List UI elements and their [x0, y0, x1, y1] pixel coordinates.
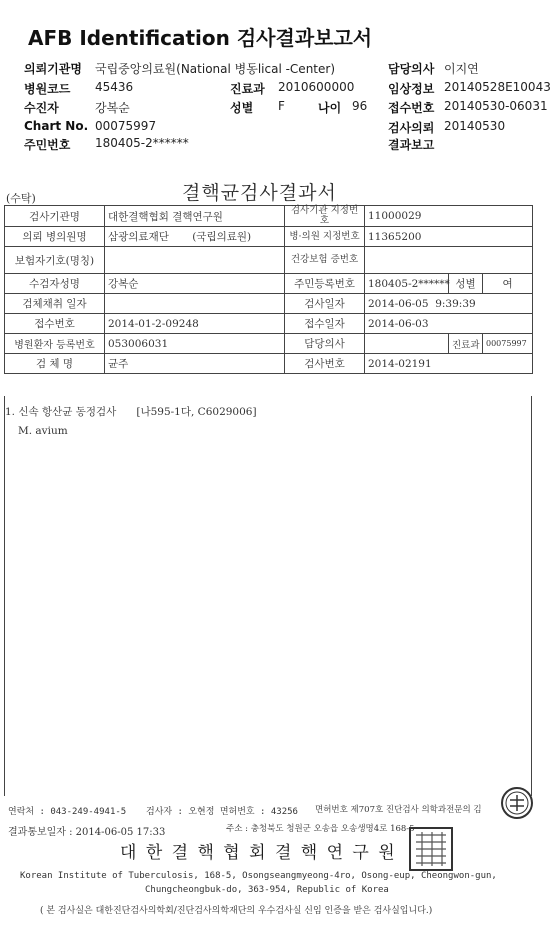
- receipt-number-value: 20140530-06031: [444, 99, 548, 113]
- table-cell: 접수번호: [5, 314, 105, 334]
- table-cell: 180405-2******: [365, 274, 449, 294]
- resident-number-label: 주민번호: [24, 138, 71, 152]
- institute-address-en-2: Chungcheongbuk-do, 363-954, Republic of Korea: [145, 885, 389, 895]
- table-row: [5, 247, 533, 274]
- table-cell: [105, 227, 285, 247]
- table-cell: 2014-02191: [365, 354, 533, 374]
- table-cell: 담당의사: [285, 334, 365, 354]
- table-cell: [105, 294, 285, 314]
- institute-name: 대 한 결 핵 협 회 결 핵 연 구 원: [120, 843, 397, 863]
- table-cell: 2014-01-2-09248: [105, 314, 285, 334]
- department-value: 2010600000: [278, 80, 355, 94]
- page-title: AFB Identification 검사결과보고서: [28, 26, 373, 50]
- table-cell: 11000029: [365, 206, 533, 227]
- table-cell: 건강보험 증번호: [285, 247, 365, 274]
- footer-license: 면허번호 제707호 진단검사 의학과전문의 김: [315, 805, 482, 815]
- table-cell: 검사기관 지정번호: [285, 206, 365, 227]
- footer-address: 주소 : 충청북도 청원군 오송읍 오송생명4로 168-5: [226, 824, 415, 834]
- table-cell: 검체채취 일자: [5, 294, 105, 314]
- table-row: [5, 314, 533, 334]
- table-row: [5, 274, 533, 294]
- table-cell: 주민등록번호: [285, 274, 365, 294]
- table-cell: 접수일자: [285, 314, 365, 334]
- table-cell: 053006031: [105, 334, 285, 354]
- report-title: 결핵균검사결과서: [182, 182, 337, 204]
- institute-seal-icon: [408, 826, 454, 872]
- age-label: 나이: [318, 101, 342, 115]
- requesting-org-label: 의뢰기관명: [24, 62, 82, 76]
- table-row: [5, 334, 533, 354]
- table-cell: [365, 334, 449, 354]
- table-cell-text: 삼광의료재단: [108, 231, 169, 243]
- patient-label: 수진자: [24, 101, 59, 115]
- test-request-value: 20140530: [444, 119, 506, 133]
- doctor-seal-icon: [500, 786, 534, 820]
- clinical-info-value: 20140528E10043: [444, 80, 551, 94]
- table-row: [5, 227, 533, 247]
- certification-note: ( 본 검사실은 대한진단검사의학회/진단검사의학재단의 우수검사실 신임 인증을 받은 검사실입니다.): [40, 906, 433, 916]
- table-cell: 여: [483, 274, 533, 294]
- requesting-org-value: 국립중앙의료원(National 병동lical -Center): [95, 62, 335, 76]
- table-cell: 수검자성명: [5, 274, 105, 294]
- footer-report-date: 결과통보일자 : 2014-06-05 17:33: [8, 827, 166, 838]
- department-label: 진료과: [230, 82, 265, 96]
- table-cell: 2014-06-05 9:39:39: [365, 294, 533, 314]
- table-cell: 의뢰 병의원명: [5, 227, 105, 247]
- receipt-number-label: 접수번호: [388, 101, 435, 115]
- table-cell: [105, 247, 285, 274]
- sex-label: 성별: [230, 101, 254, 115]
- table-cell: 성별: [449, 274, 483, 294]
- result-report-label: 결과보고: [388, 138, 435, 152]
- table-cell: 00075997: [483, 334, 533, 354]
- doctor-value: 이지연: [444, 62, 479, 76]
- result-organism: M. avium: [18, 425, 68, 437]
- table-cell: 보험자기호(명칭): [5, 247, 105, 274]
- table-row: [5, 206, 533, 227]
- consignment-label: (수탁): [6, 192, 36, 205]
- test-request-label: 검사의뢰: [388, 121, 435, 135]
- result-test-line: 1. 신속 항산균 동정검사 [나595-1다, C6029006]: [5, 406, 257, 418]
- table-cell: 검사기관명: [5, 206, 105, 227]
- table-cell: 검사번호: [285, 354, 365, 374]
- table-cell-text: (국립의료원): [192, 231, 252, 243]
- table-cell: 강복순: [105, 274, 285, 294]
- result-box-right-border: [531, 396, 532, 796]
- table-cell: 2014-06-03: [365, 314, 533, 334]
- chart-no-label: Chart No.: [24, 119, 89, 133]
- table-cell: 검 체 명: [5, 354, 105, 374]
- age-value: 96: [352, 99, 368, 113]
- table-cell: 진료과: [449, 334, 483, 354]
- table-cell: [365, 247, 533, 274]
- table-cell: 병원환자 등록번호: [5, 334, 105, 354]
- table-row: [5, 354, 533, 374]
- table-cell: 대한결핵협회 결핵연구원: [105, 206, 285, 227]
- resident-number-value: 180405-2******: [95, 136, 189, 150]
- report-info-table: [4, 205, 533, 374]
- doctor-label: 담당의사: [388, 62, 435, 76]
- hospital-code-label: 병원코드: [24, 82, 71, 96]
- footer-contact: 연락처 : 043-249-4941-5: [8, 807, 127, 817]
- result-box-left-border: [4, 396, 5, 796]
- sex-value: F: [278, 99, 285, 113]
- institute-address-en-1: Korean Institute of Tuberculosis, 168-5, Osongseangmyeong-4ro, Osong-eup, Cheongwon-gun,: [20, 871, 497, 881]
- clinical-info-label: 임상정보: [388, 82, 435, 96]
- table-cell: 균주: [105, 354, 285, 374]
- patient-value: 강복순: [95, 101, 130, 115]
- table-cell: 11365200: [365, 227, 533, 247]
- table-cell: 검사일자: [285, 294, 365, 314]
- table-cell: 병·의원 지정번호: [285, 227, 365, 247]
- chart-no-value: 00075997: [95, 119, 157, 133]
- table-row: [5, 294, 533, 314]
- hospital-code-value: 45436: [95, 80, 134, 94]
- footer-tester: 검사자 : 오현정 면허번호 : 43256: [146, 807, 298, 817]
